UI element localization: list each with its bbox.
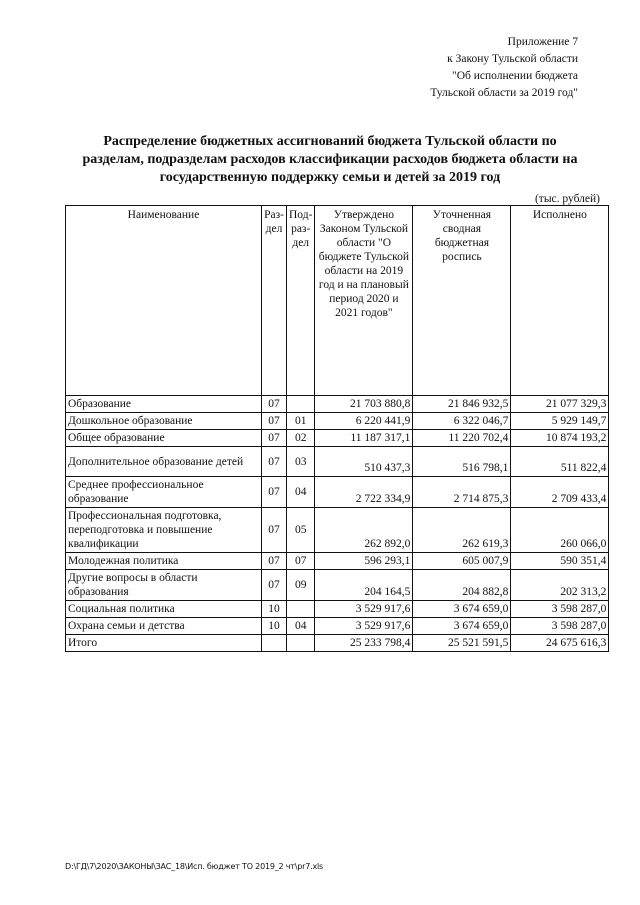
row-podrazdel-cell: 02 [287, 430, 315, 447]
row-executed-cell: 5 929 149,7 [511, 413, 609, 430]
row-approved-cell: 3 529 917,6 [315, 601, 413, 618]
row-executed-cell: 260 066,0 [511, 508, 609, 553]
row-refined-cell: 3 674 659,0 [413, 601, 511, 618]
row-executed-cell: 590 351,4 [511, 553, 609, 570]
row-executed-cell: 202 313,2 [511, 570, 609, 601]
row-approved-cell: 510 437,3 [315, 447, 413, 477]
row-razdel-cell: 07 [262, 477, 287, 508]
table-row [66, 570, 609, 601]
row-podrazdel-cell [287, 635, 315, 652]
row-name-cell: Другие вопросы в области образования [66, 570, 262, 601]
appendix-line: Тульской области за 2019 год" [430, 87, 578, 99]
row-name-cell: Охрана семьи и детства [66, 618, 262, 635]
row-podrazdel-cell: 09 [287, 570, 315, 601]
row-approved-cell: 596 293,1 [315, 553, 413, 570]
row-refined-cell: 516 798,1 [413, 447, 511, 477]
row-razdel-cell: 07 [262, 413, 287, 430]
row-refined-cell: 11 220 702,4 [413, 430, 511, 447]
row-name-cell: Социальная политика [66, 601, 262, 618]
row-refined-cell: 262 619,3 [413, 508, 511, 553]
table-row [66, 601, 609, 618]
appendix-line: "Об исполнении бюджета [452, 70, 578, 82]
row-razdel-cell: 07 [262, 508, 287, 553]
row-refined-cell: 204 882,8 [413, 570, 511, 601]
row-refined-cell: 21 846 932,5 [413, 396, 511, 413]
header-refined: Уточненная сводная бюджетная роспись [413, 206, 511, 396]
row-refined-cell: 2 714 875,3 [413, 477, 511, 508]
row-razdel-cell [262, 635, 287, 652]
appendix-note [318, 34, 578, 102]
row-podrazdel-cell: 07 [287, 553, 315, 570]
row-refined-cell: 25 521 591,5 [413, 635, 511, 652]
row-approved-cell: 204 164,5 [315, 570, 413, 601]
row-razdel-cell: 07 [262, 430, 287, 447]
title-line: Распределение бюджетных ассигнований бюджета Тульской области по [103, 134, 557, 149]
row-name-cell: Общее образование [66, 430, 262, 447]
table-row [66, 447, 609, 477]
table-row [66, 396, 609, 413]
row-podrazdel-cell [287, 601, 315, 618]
row-razdel-cell: 10 [262, 601, 287, 618]
row-name-cell: Среднее профессиональное образование [66, 477, 262, 508]
table-row [66, 618, 609, 635]
table-row [66, 508, 609, 553]
row-executed-cell: 21 077 329,3 [511, 396, 609, 413]
row-approved-cell: 3 529 917,6 [315, 618, 413, 635]
appendix-line: к Закону Тульской области [447, 53, 578, 65]
file-path-footer: D:\ГД\7\2020\ЗАКОНЫ\ЗАС_18\Исп. бюджет ТО 2019_2 чт\pr7.xls [65, 862, 323, 871]
row-executed-cell: 511 822,4 [511, 447, 609, 477]
row-approved-cell: 2 722 334,9 [315, 477, 413, 508]
table-row [66, 430, 609, 447]
budget-table [65, 205, 609, 652]
row-approved-cell: 25 233 798,4 [315, 635, 413, 652]
row-executed-cell: 3 598 287,0 [511, 618, 609, 635]
row-executed-cell: 3 598 287,0 [511, 601, 609, 618]
row-podrazdel-cell: 05 [287, 508, 315, 553]
table-header-row [66, 206, 609, 396]
row-name-cell: Образование [66, 396, 262, 413]
row-name-cell: Дополнительное образование детей [66, 447, 262, 477]
row-name-cell: Итого [66, 635, 262, 652]
row-razdel-cell: 10 [262, 618, 287, 635]
title-line: государственную поддержку семьи и детей за 2019 год [159, 170, 501, 185]
row-podrazdel-cell: 04 [287, 618, 315, 635]
row-razdel-cell: 07 [262, 396, 287, 413]
row-podrazdel-cell: 01 [287, 413, 315, 430]
row-name-cell: Дошкольное образование [66, 413, 262, 430]
header-razdel: Раз-дел [262, 206, 287, 396]
row-executed-cell: 2 709 433,4 [511, 477, 609, 508]
table-row [66, 553, 609, 570]
row-executed-cell: 10 874 193,2 [511, 430, 609, 447]
row-name-cell: Молодежная политика [66, 553, 262, 570]
appendix-line: Приложение 7 [507, 36, 578, 48]
row-podrazdel-cell: 04 [287, 477, 315, 508]
row-razdel-cell: 07 [262, 447, 287, 477]
row-razdel-cell: 07 [262, 570, 287, 601]
row-refined-cell: 605 007,9 [413, 553, 511, 570]
row-approved-cell: 21 703 880,8 [315, 396, 413, 413]
row-refined-cell: 6 322 046,7 [413, 413, 511, 430]
header-executed: Исполнено [511, 206, 609, 396]
row-approved-cell: 262 892,0 [315, 508, 413, 553]
row-executed-cell: 24 675 616,3 [511, 635, 609, 652]
table-row [66, 413, 609, 430]
row-refined-cell: 3 674 659,0 [413, 618, 511, 635]
header-name: Наименование [66, 206, 262, 396]
table-row [66, 635, 609, 652]
header-approved: Утверждено Законом Тульской области "О бюджете Тульской области на 2019 год и на плановый период 2020 и 2021 годов" [315, 206, 413, 396]
document-title [60, 133, 600, 187]
units-label: (тыс. рублей) [534, 193, 600, 205]
title-line: разделам, подразделам расходов классификации расходов бюджета области на [82, 152, 578, 167]
table-row [66, 477, 609, 508]
row-razdel-cell: 07 [262, 553, 287, 570]
row-podrazdel-cell [287, 396, 315, 413]
row-name-cell: Профессиональная подготовка, переподготовка и повышение квалификации [66, 508, 262, 553]
row-podrazdel-cell: 03 [287, 447, 315, 477]
row-approved-cell: 11 187 317,1 [315, 430, 413, 447]
header-podrazdel: Под-раз-дел [287, 206, 315, 396]
row-approved-cell: 6 220 441,9 [315, 413, 413, 430]
